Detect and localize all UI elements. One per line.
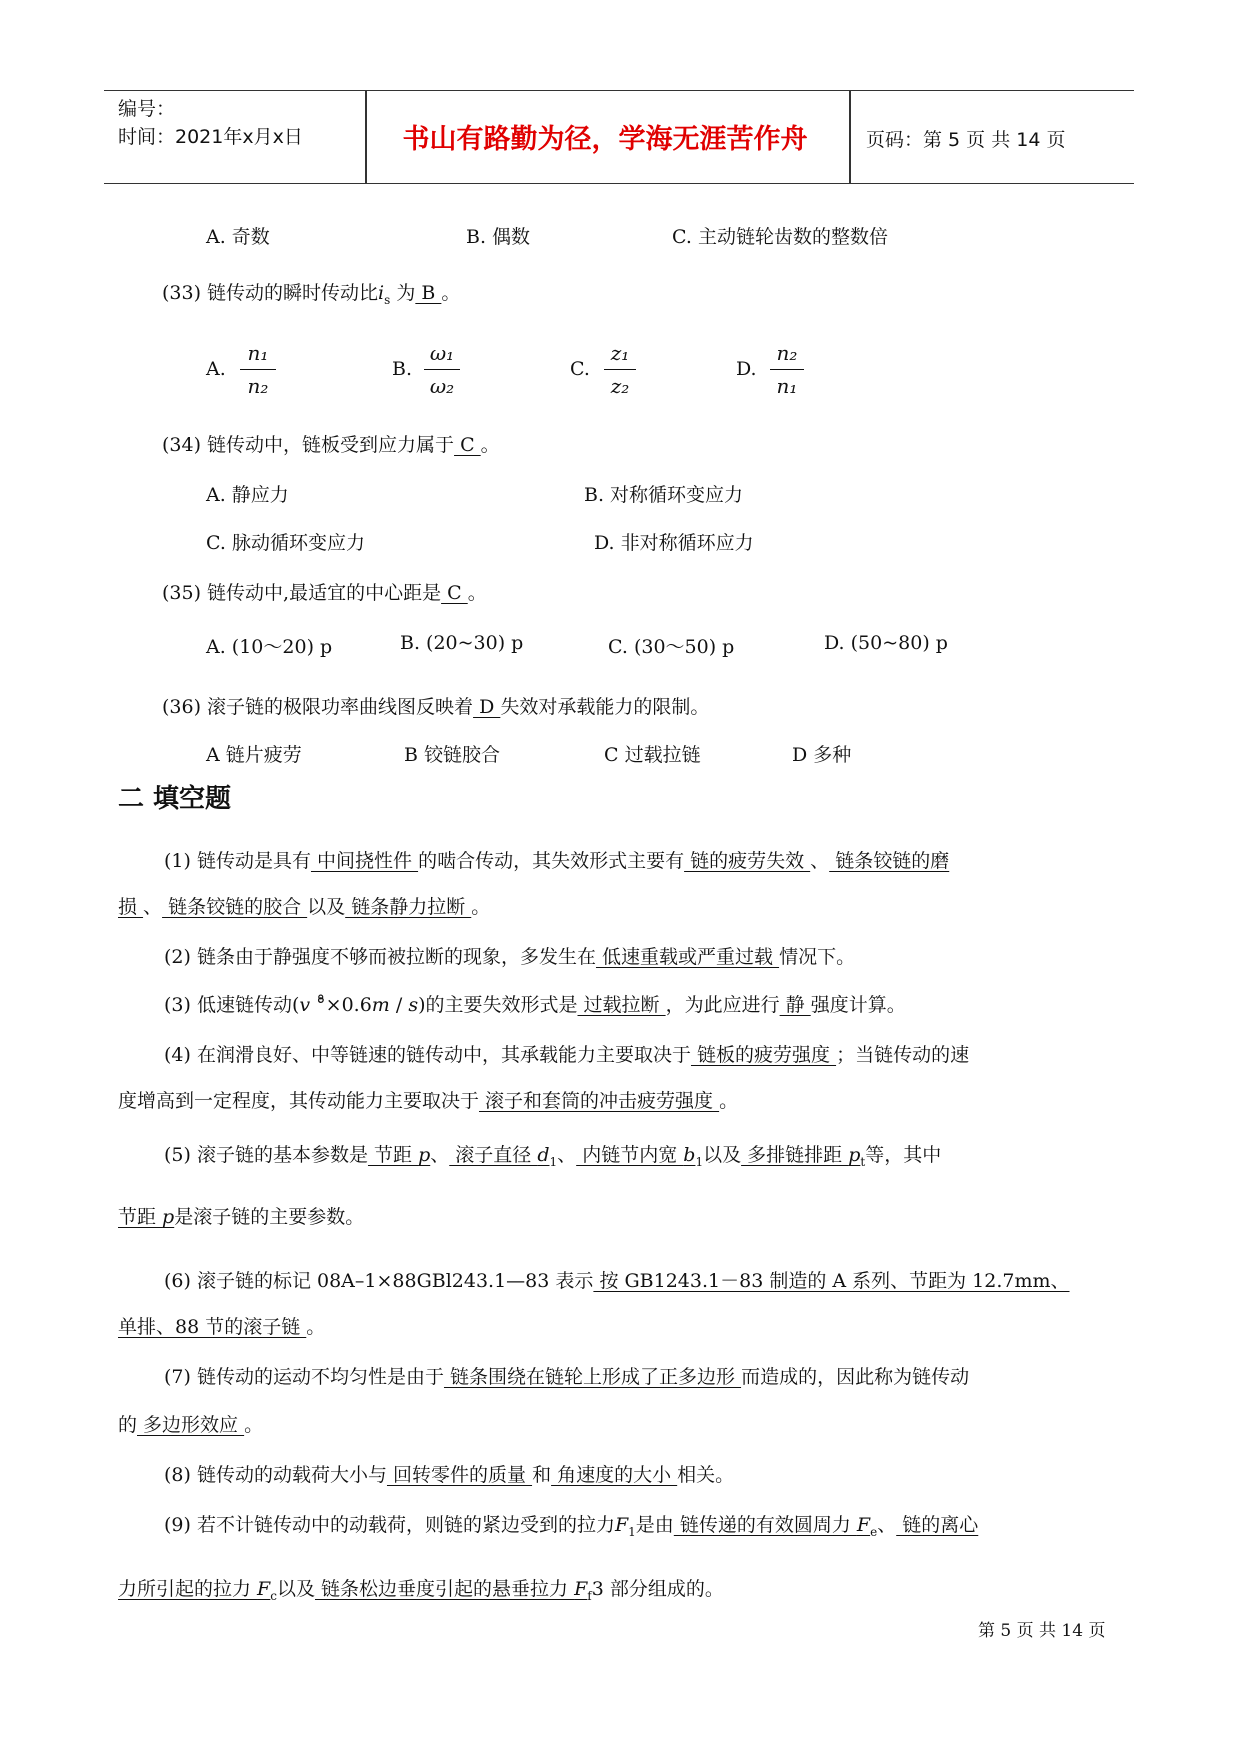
- fill-item-9-cont: [118, 1574, 724, 1603]
- fill-item-6-cont: [118, 1312, 325, 1339]
- math-text: °̊×0.6: [310, 994, 372, 1016]
- text: (3) 低速链传动(: [164, 994, 300, 1016]
- question-35: [162, 578, 487, 605]
- text: 强度计算。: [810, 994, 906, 1016]
- question-text: (33) 链传动的瞬时传动比: [162, 282, 379, 304]
- option-label: D.: [736, 358, 757, 380]
- fraction-numerator: z₁: [610, 341, 630, 365]
- text: 而造成的，因此称为链传动: [741, 1366, 970, 1388]
- question-text: 。: [480, 434, 500, 456]
- answer-blank: 链的疲劳失效: [684, 850, 811, 872]
- page-header: [104, 90, 1134, 184]
- text: ，为此应进行: [665, 994, 780, 1016]
- math-symbol: s: [408, 994, 419, 1016]
- text: 是滚子链的主要参数。: [174, 1206, 365, 1228]
- math-subscript: c: [270, 1588, 277, 1603]
- fill-item-9: [164, 1510, 978, 1539]
- math-subscript: e: [870, 1524, 878, 1539]
- math-symbol: i: [378, 282, 385, 304]
- math-symbol: d: [537, 1144, 550, 1166]
- text: 以及: [307, 896, 346, 918]
- time-label: 时间：2021年x月x日: [118, 126, 303, 148]
- answer-blank: 单排、88 节的滚子链: [118, 1316, 307, 1338]
- text: 情况下。: [779, 946, 856, 968]
- fraction-denominator: ω₂: [429, 374, 455, 398]
- answer-blank: 中间挠性件: [310, 850, 419, 872]
- math-symbol: b: [683, 1144, 696, 1166]
- answer-blank: [118, 1206, 174, 1228]
- fraction-numerator: ω₁: [429, 341, 455, 365]
- text: (8) 链传动的动载荷大小与: [164, 1464, 387, 1486]
- text: 3 部分组成的。: [591, 1578, 724, 1600]
- answer-blank: C: [454, 434, 481, 456]
- question-text: 。: [441, 282, 461, 304]
- fraction: [770, 338, 804, 401]
- option: B. 偶数: [466, 226, 531, 248]
- answer-blank: 角速度的大小: [551, 1464, 678, 1486]
- fill-item-1: [164, 846, 949, 873]
- question-36: [162, 692, 709, 719]
- answer-blank: [118, 1578, 277, 1603]
- math-symbol: p: [418, 1144, 431, 1166]
- answer-text: 链传递的有效圆周力: [673, 1514, 857, 1536]
- text: 。: [244, 1414, 264, 1436]
- option: D. (50~80) p: [824, 632, 948, 654]
- text: 的: [118, 1414, 138, 1436]
- fraction: [240, 338, 276, 401]
- question-text: (34) 链传动中，链板受到应力属于: [162, 434, 455, 456]
- answer-blank: D: [473, 696, 501, 718]
- answer-blank: 滚子和套筒的冲击疲劳强度: [479, 1090, 720, 1112]
- text: (5) 滚子链的基本参数是: [164, 1144, 368, 1166]
- question-34: [162, 430, 500, 457]
- answer-text: 节距: [367, 1144, 419, 1166]
- option: C. 主动链轮齿数的整数倍: [672, 226, 888, 248]
- answer-blank: 链条铰链的磨: [829, 850, 950, 872]
- answer-text: 多排链排距: [741, 1144, 849, 1166]
- text: 、: [143, 896, 163, 918]
- answer-blank: 损: [118, 896, 144, 918]
- text: (1) 链传动是具有: [164, 850, 311, 872]
- math-subscript: t: [860, 1154, 866, 1169]
- math-symbol: p: [848, 1144, 861, 1166]
- text: 。: [719, 1090, 739, 1112]
- text: 、: [877, 1514, 897, 1536]
- option: B. (20~30) p: [400, 632, 524, 654]
- math-symbol: p: [162, 1206, 175, 1228]
- fraction: [604, 338, 636, 401]
- text: 的啮合传动，其失效形式主要有: [418, 850, 685, 872]
- header-left: [118, 95, 303, 151]
- text: (4) 在润滑良好、中等链速的链传动中，其承载能力主要取决于: [164, 1044, 691, 1066]
- answer-blank: 链条铰链的胶合: [162, 896, 308, 918]
- text: (6) 滚子链的标记 08A–1×88GBl243.1—83 表示: [164, 1270, 594, 1292]
- text: 、: [810, 850, 830, 872]
- text: 和: [532, 1464, 552, 1486]
- option: C. 脉动循环变应力: [206, 532, 365, 554]
- question-text: (36) 滚子链的极限功率曲线图反映着: [162, 696, 474, 718]
- answer-blank: 回转零件的质量: [386, 1464, 533, 1486]
- question-text: (35) 链传动中,最适宜的中心距是: [162, 582, 442, 604]
- math-subscript: 1: [549, 1154, 558, 1169]
- option: A 链片疲劳: [206, 744, 302, 766]
- question-text: 。: [467, 582, 487, 604]
- fill-item-5-cont: [118, 1202, 364, 1229]
- text: )的主要失效形式是: [418, 994, 578, 1016]
- option-label: A.: [206, 358, 226, 380]
- math-symbol: m: [371, 994, 390, 1016]
- option: A. 奇数: [206, 226, 270, 248]
- math-subscript: f: [587, 1588, 592, 1603]
- answer-blank: 链板的疲劳强度: [690, 1044, 837, 1066]
- answer-blank: [673, 1514, 878, 1539]
- answer-text: 滚子直径: [449, 1144, 538, 1166]
- fraction-denominator: n₂: [247, 374, 269, 398]
- text: 等，其中: [865, 1144, 942, 1166]
- math-subscript: 1: [628, 1524, 636, 1539]
- math-symbol: F: [614, 1514, 629, 1536]
- fill-item-7-cont: [118, 1410, 263, 1437]
- math-text: /: [389, 994, 409, 1016]
- text: 是由: [635, 1514, 674, 1536]
- question-text: 失效对承载能力的限制。: [500, 696, 710, 718]
- answer-text: 内链节内宽: [576, 1144, 684, 1166]
- answer-blank: 静: [779, 994, 811, 1016]
- math-symbol: v: [299, 994, 311, 1016]
- math-subscript: 1: [695, 1154, 704, 1169]
- fill-item-5: [164, 1140, 941, 1169]
- header-motto: 书山有路勤为径，学海无涯苦作舟: [402, 124, 808, 155]
- option: B. 对称循环变应力: [584, 484, 744, 506]
- question-text: 为: [390, 282, 416, 304]
- fraction-numerator: n₂: [776, 341, 798, 365]
- fill-item-7: [164, 1362, 969, 1389]
- text: 、: [557, 1144, 577, 1166]
- number-label: 编号：: [118, 98, 176, 120]
- answer-blank: [314, 1578, 592, 1603]
- fill-item-1-cont: [118, 892, 490, 919]
- answer-blank: [368, 1144, 430, 1166]
- text: ；当链传动的速: [836, 1044, 970, 1066]
- header-page-label: 页码：第 5 页 共 14 页: [866, 129, 1066, 151]
- fill-item-2: [164, 942, 855, 969]
- option-label: C.: [570, 358, 590, 380]
- answer-blank: 低速重载或严重过载: [595, 946, 780, 968]
- option: C. (30～50) p: [608, 636, 735, 658]
- fraction-denominator: z₂: [610, 374, 630, 398]
- fill-item-4-cont: [118, 1086, 738, 1113]
- header-divider: [849, 91, 851, 183]
- fraction-numerator: n₁: [247, 341, 269, 365]
- option-label: B.: [392, 358, 413, 380]
- text: 以及: [703, 1144, 742, 1166]
- fill-item-4: [164, 1040, 969, 1067]
- text: 。: [471, 896, 491, 918]
- option: A. (10～20) p: [206, 636, 333, 658]
- math-symbol: F: [257, 1578, 271, 1600]
- fraction-denominator: n₁: [776, 374, 798, 398]
- question-33: [162, 278, 460, 307]
- text: (9) 若不计链传动中的动载荷，则链的紧边受到的拉力: [164, 1514, 615, 1536]
- math-symbol: F: [574, 1578, 588, 1600]
- answer-blank: [449, 1144, 558, 1169]
- answer-blank: B: [415, 282, 442, 304]
- math-symbol: F: [856, 1514, 871, 1536]
- text: 、: [430, 1144, 450, 1166]
- text: (7) 链传动的运动不均匀性是由于: [164, 1366, 444, 1388]
- text: 以及: [276, 1578, 315, 1600]
- fraction: [424, 338, 460, 401]
- option: A. 静应力: [206, 484, 289, 506]
- math-subscript: s: [384, 292, 391, 307]
- answer-blank: C: [441, 582, 468, 604]
- answer-blank: [576, 1144, 704, 1169]
- option: D. 非对称循环应力: [594, 532, 754, 554]
- answer-text: 力所引起的拉力: [118, 1578, 258, 1600]
- section-title: 二 填空题: [118, 784, 232, 814]
- text: (2) 链条由于静强度不够而被拉断的现象，多发生在: [164, 946, 596, 968]
- fill-item-3: [164, 990, 906, 1017]
- answer-blank: 按 GB1243.1－83 制造的 A 系列、节距为 12.7mm、: [593, 1270, 1070, 1292]
- answer-blank: 链的离心: [896, 1514, 979, 1536]
- text: 度增高到一定程度，其传动能力主要取决于: [118, 1090, 480, 1112]
- option: B 铰链胶合: [404, 744, 501, 766]
- answer-blank: 多边形效应: [137, 1414, 245, 1436]
- answer-blank: 过载拉断: [577, 994, 666, 1016]
- fill-item-8: [164, 1460, 734, 1487]
- answer-blank: 链条围绕在链轮上形成了正多边形: [443, 1366, 742, 1388]
- answer-blank: 链条静力拉断: [345, 896, 472, 918]
- option: D 多种: [792, 744, 852, 766]
- page-footer: 第 5 页 共 14 页: [978, 1621, 1106, 1641]
- answer-text: 链条松边垂度引起的悬垂拉力: [314, 1578, 575, 1600]
- text: 。: [306, 1316, 326, 1338]
- answer-text: 节距: [118, 1206, 163, 1228]
- answer-blank: [741, 1144, 866, 1169]
- option: C 过载拉链: [604, 744, 701, 766]
- fill-item-6: [164, 1266, 1070, 1293]
- text: 相关。: [677, 1464, 735, 1486]
